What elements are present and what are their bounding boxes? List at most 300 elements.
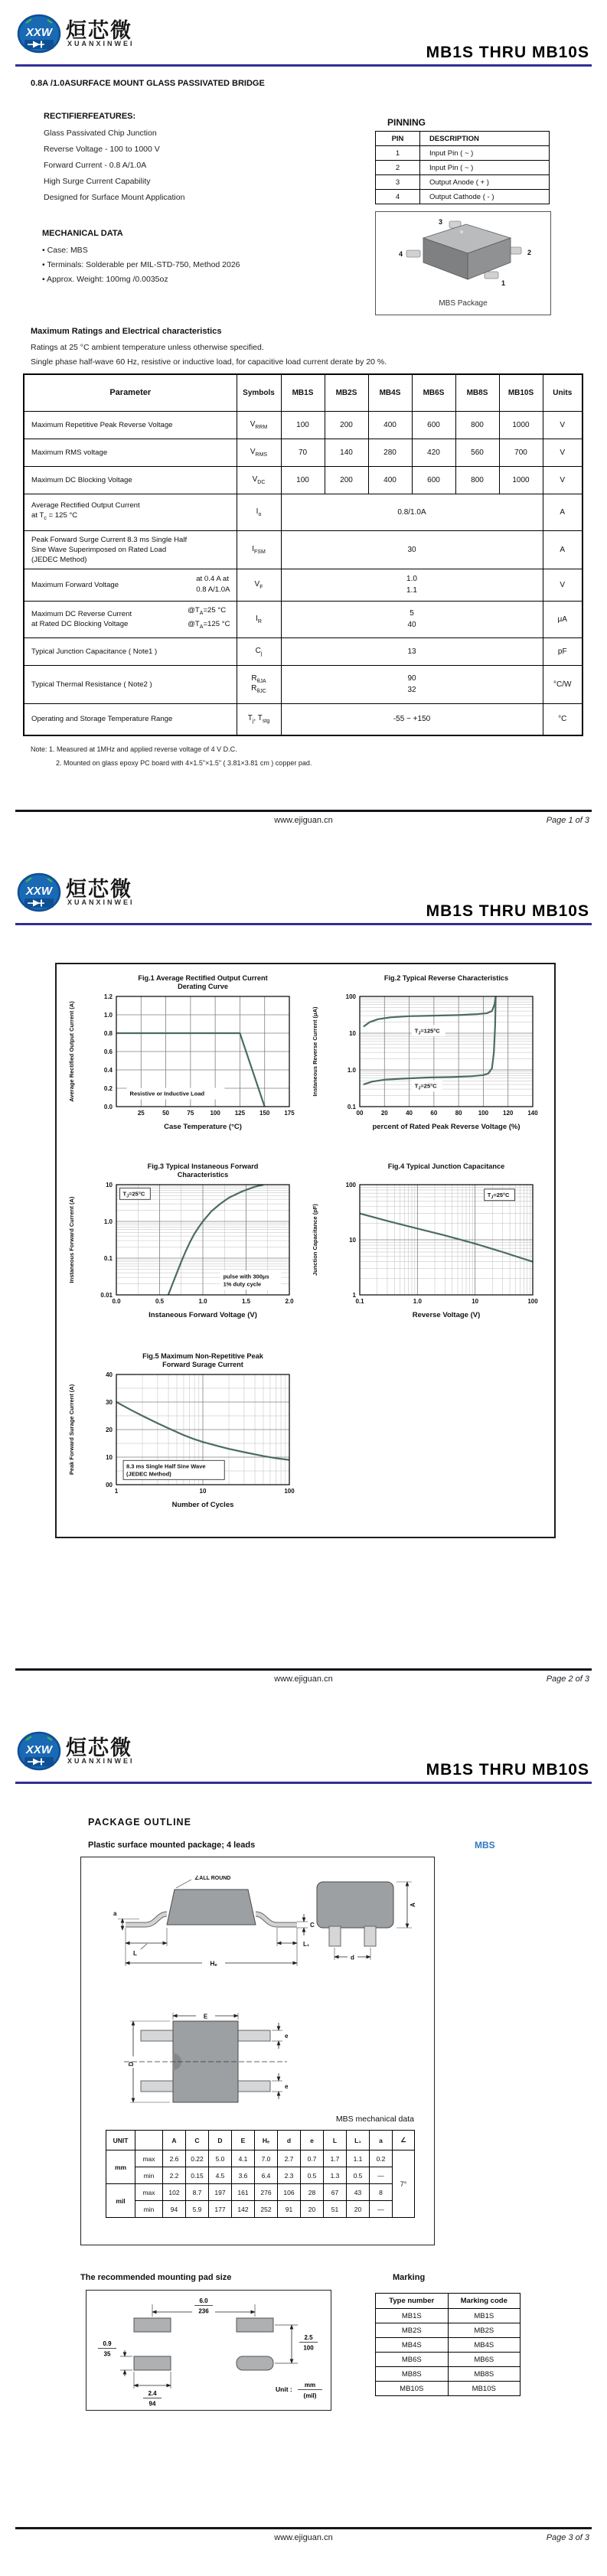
pin1-label: 1 (501, 279, 506, 287)
svg-text:25: 25 (137, 1110, 145, 1117)
mech-header: E (232, 2131, 255, 2150)
mech-value-cell: 252 (255, 2201, 278, 2218)
mech-value-cell: 0.5 (301, 2167, 324, 2184)
package-image-box (375, 211, 551, 315)
footer-website: www.ejiguan.cn (274, 2533, 333, 2542)
svg-text:0.8: 0.8 (103, 1030, 113, 1037)
fig4-junction-capacitance-chart (308, 1159, 543, 1339)
brand-name-cn: 烜芯微 (66, 878, 132, 901)
mech-value-cell: 0.2 (370, 2150, 393, 2167)
mechanical-data-title: MECHANICAL DATA (42, 229, 123, 238)
brand-logo-icon (17, 14, 64, 57)
svg-text:0.01: 0.01 (100, 1292, 113, 1299)
value-cell: 400 (368, 411, 412, 439)
dim-c-label: C (310, 1922, 315, 1929)
page-3 (0, 1717, 607, 2576)
svg-text:150: 150 (259, 1110, 270, 1117)
svg-text:80: 80 (455, 1110, 462, 1117)
svg-text:40: 40 (406, 1110, 413, 1117)
mech-angle-cell: 7° (393, 2150, 415, 2218)
mech-value-cell: 3.6 (232, 2167, 255, 2184)
symbol-cell: $V_{RRM}$ (237, 411, 281, 439)
svg-text:1.0: 1.0 (413, 1298, 422, 1305)
svg-text:100: 100 (478, 1110, 489, 1117)
svg-text:0.1: 0.1 (347, 1104, 356, 1110)
package-end-view-drawing (311, 1874, 418, 1978)
unit-cell: °C/W (543, 665, 583, 703)
mech-header: L₁ (347, 2131, 370, 2150)
mounting-pad-drawing (86, 2291, 330, 2409)
mech-item: • Approx. Weight: 100mg /0.0035oz (42, 275, 168, 284)
footer-rule (15, 810, 592, 812)
svg-text:100: 100 (210, 1110, 220, 1117)
svg-text:1: 1 (352, 1292, 356, 1299)
svg-text:20: 20 (106, 1427, 113, 1433)
svg-text:40: 40 (106, 1371, 113, 1378)
mech-value-cell: 51 (324, 2201, 347, 2218)
unit-cell: A (543, 530, 583, 569)
svg-text:pulse with 300μs: pulse with 300μs (223, 1273, 269, 1280)
package-top-view-drawing (119, 2009, 292, 2116)
svg-text:1.0: 1.0 (198, 1298, 207, 1305)
value-cell: 800 (455, 411, 499, 439)
outline-drawing-box (80, 1857, 435, 2245)
marking-cell: MB10S (448, 2382, 521, 2396)
pin-description-cell: Input Pin ( ~ ) (420, 161, 550, 175)
dim-hleft-mil: 35 (103, 2350, 111, 2358)
svg-text:1% duty cycle: 1% duty cycle (223, 1280, 262, 1288)
svg-text:Derating Curve: Derating Curve (178, 983, 228, 990)
svg-text:8.3 ms Single Half Sine Wave: 8.3 ms Single Half Sine Wave (126, 1462, 206, 1470)
value-cell: 1000 (499, 466, 543, 494)
brand-name-cn: 烜芯微 (66, 1736, 132, 1759)
value-cell: 90 32 (281, 665, 543, 703)
dim-D-label: D (128, 2062, 135, 2066)
dim-l1-label: L₁ (303, 1941, 310, 1948)
ratings-header: Parameter (24, 374, 237, 411)
mech-value-cell: 20 (347, 2201, 370, 2218)
fig5-surge-current-chart (64, 1348, 300, 1529)
mech-value-cell: 1.7 (324, 2150, 347, 2167)
part-number-title: MB1S THRU MB10S (426, 44, 589, 61)
ratings-header: MB1S (281, 374, 325, 411)
logo-mark: XXW (25, 885, 53, 898)
svg-text:10: 10 (199, 1488, 207, 1495)
value-cell: 560 (455, 439, 499, 466)
mech-value-cell: 20 (301, 2201, 324, 2218)
svg-text:2.0: 2.0 (285, 1298, 294, 1305)
svg-text:TJ=125°C: $T_J=125^\circ C$ (414, 1027, 440, 1036)
svg-text:60: 60 (430, 1110, 438, 1117)
fig2-reverse-characteristics-chart (308, 970, 543, 1151)
svg-text:Characteristics: Characteristics (177, 1171, 229, 1179)
dim-htop-mil: 236 (198, 2307, 209, 2315)
svg-text:30: 30 (106, 1399, 113, 1406)
marking-cell: MB10S (376, 2382, 449, 2396)
svg-text:1.2: 1.2 (103, 993, 113, 1000)
pinning-title: PINNING (387, 117, 426, 128)
pinning-table (375, 131, 550, 204)
mech-value-cell: 5.9 (186, 2201, 209, 2218)
mech-value-cell: 8.7 (186, 2184, 209, 2201)
footer-website: www.ejiguan.cn (274, 1674, 333, 1684)
dim-e1-label: e (285, 2033, 289, 2040)
svg-text:Instaneous Forward Current (A): Instaneous Forward Current (A) (68, 1196, 75, 1283)
mechanical-data-list (42, 243, 240, 287)
svg-text:0.4: 0.4 (103, 1067, 113, 1074)
mech-value-cell: 0.5 (347, 2167, 370, 2184)
header-rule (15, 923, 592, 925)
value-cell: 70 (281, 439, 325, 466)
svg-text:1.0: 1.0 (103, 1218, 113, 1225)
marking-cell: MB6S (448, 2353, 521, 2367)
svg-text:10: 10 (106, 1454, 113, 1461)
value-cell: 280 (368, 439, 412, 466)
logo-mark: XXW (25, 1743, 53, 1756)
mech-value-cell: 2.3 (278, 2167, 301, 2184)
value-cell: 140 (325, 439, 368, 466)
dim-vright-mm: 2.5 (304, 2334, 313, 2341)
mech-value-cell: 2.2 (163, 2167, 186, 2184)
mech-header: ∠ (393, 2131, 415, 2150)
features-list (44, 126, 184, 206)
value-cell: -55 ~ +150 (281, 703, 543, 735)
dim-a-label: a (113, 1910, 117, 1917)
ratings-header: MB6S (412, 374, 455, 411)
marking-cell: MB4S (376, 2338, 449, 2353)
marking-cell: MB8S (448, 2367, 521, 2382)
mech-unit-cell: mil (106, 2184, 135, 2218)
pin-description-cell: Output Cathode ( - ) (420, 190, 550, 204)
marking-cell: MB1S (448, 2309, 521, 2323)
svg-text:Junction Capacitance (pF): Junction Capacitance (pF) (312, 1204, 318, 1276)
mech-value-cell: 6.4 (255, 2167, 278, 2184)
svg-text:Fig.5 Maximum Non-Repetitive: Fig.5 Maximum Non-Repetitive Peak (142, 1352, 263, 1360)
package-outline-title: PACKAGE OUTLINE (88, 1817, 191, 1828)
mech-header: Hₑ (255, 2131, 278, 2150)
unit-cell: μA (543, 601, 583, 637)
dim-vright-mil: 100 (303, 2344, 314, 2352)
header-rule (15, 1782, 592, 1784)
mech-header: C (186, 2131, 209, 2150)
pin-number-cell: 2 (376, 161, 420, 175)
unit-cell: V (543, 569, 583, 601)
svg-text:10: 10 (349, 1237, 356, 1244)
feature-item: High Surge Current Capability (44, 177, 151, 186)
footer-website: www.ejiguan.cn (274, 816, 333, 825)
dim-wbottom-mm: 2.4 (148, 2390, 157, 2397)
marking-cell: MB1S (376, 2309, 449, 2323)
header-rule (15, 64, 592, 67)
pin3-label: 3 (439, 218, 443, 226)
value-cell: 420 (412, 439, 455, 466)
pad-unit-mil: (mil) (303, 2392, 317, 2399)
svg-text:Case Temperature (°C): Case Temperature (°C) (164, 1123, 242, 1131)
ratings-header: MB2S (325, 374, 368, 411)
parameter-cell: Maximum DC Reverse Current at Rated DC Blocking Voltage $@T_A=25$ °C $@T_A=125$ °C (24, 601, 237, 637)
brand-logo-icon (17, 872, 64, 915)
svg-text:Number of Cycles: Number of Cycles (171, 1501, 234, 1509)
value-cell: 0.8/1.0A (281, 494, 543, 530)
mech-value-cell: min (135, 2201, 163, 2218)
package-caption: MBS Package (439, 299, 488, 308)
mech-header: A (163, 2131, 186, 2150)
svg-text:Fig.2 Typical Reverse Charact: Fig.2 Typical Reverse Characteristics (383, 974, 509, 982)
mech-value-cell: 91 (278, 2201, 301, 2218)
value-cell: 13 (281, 637, 543, 665)
dim-l-label: L (133, 1950, 137, 1957)
part-number-title: MB1S THRU MB10S (426, 1761, 589, 1779)
fig1-derating-chart (64, 970, 300, 1151)
mech-value-cell: 161 (232, 2184, 255, 2201)
mech-unit-cell: mm (106, 2150, 135, 2184)
symbol-cell: $T_j$, $T_{stg}$ (237, 703, 281, 735)
ratings-header: MB8S (455, 374, 499, 411)
page-2 (0, 859, 607, 1717)
marking-title: Marking (393, 2273, 426, 2282)
footer-rule (15, 2527, 592, 2529)
mech-header (135, 2131, 163, 2150)
mounting-pad-title: The recommended mounting pad size (80, 2273, 232, 2282)
value-cell: 30 (281, 530, 543, 569)
pinning-header: PIN (376, 132, 420, 146)
svg-text:percent of Rated Peak Reverse: percent of Rated Peak Reverse Voltage (%) (372, 1123, 521, 1131)
parameter-cell: Maximum Forward Voltage at 0.4 A at 0.8 A/1.0A (24, 569, 237, 601)
marking-header: Type number (376, 2294, 449, 2309)
unit-cell: °C (543, 703, 583, 735)
marking-table (375, 2293, 521, 2396)
mech-value-cell: 5.0 (209, 2150, 232, 2167)
mech-item: • Terminals: Solderable per MIL-STD-750, Method 2026 (42, 260, 240, 269)
mech-header: a (370, 2131, 393, 2150)
dim-d-label: d (351, 1954, 354, 1961)
ratings-header: Units (543, 374, 583, 411)
unit-cell: A (543, 494, 583, 530)
note-1: Note: 1. Measured at 1MHz and applied reverse voltage of 4 V D.C. (31, 745, 237, 753)
ratings-title: Maximum Ratings and Electrical characteristics (31, 327, 222, 336)
mech-value-cell: min (135, 2167, 163, 2184)
svg-text:20: 20 (380, 1110, 388, 1117)
mech-value-cell: 2.7 (278, 2150, 301, 2167)
mounting-pad-box (86, 2290, 331, 2411)
dim-allround-label: ∠ALL ROUND (194, 1876, 231, 1881)
mech-value-cell: 1.3 (324, 2167, 347, 2184)
dim-hleft-mm: 0.9 (103, 2340, 112, 2347)
value-cell: 200 (325, 411, 368, 439)
brand-name-en: XUANXINWEI (67, 1757, 135, 1765)
svg-text:50: 50 (162, 1110, 170, 1117)
dim-E-label: E (203, 2013, 208, 2020)
svg-text:Instaneous Reverse Current (μA: Instaneous Reverse Current (μA) (312, 1006, 318, 1097)
mech-value-cell: 102 (163, 2184, 186, 2201)
dim-htop-mm: 6.0 (199, 2297, 208, 2304)
svg-text:75: 75 (187, 1110, 194, 1117)
brand-logo-icon (17, 1731, 64, 1774)
ratings-subtitle-2: Single phase half-wave 60 Hz, resistive or inductive load, for capacitive load current derate by 20 %. (31, 357, 387, 367)
svg-text:00: 00 (356, 1110, 364, 1117)
pin-number-cell: 1 (376, 146, 420, 161)
svg-text:TJ=25°C: $T_J=25^\circ C$ (414, 1082, 437, 1091)
marking-header: Marking code (448, 2294, 521, 2309)
ratings-header: MB10S (499, 374, 543, 411)
feature-item: Reverse Voltage - 100 to 1000 V (44, 145, 160, 154)
mech-value-cell: 94 (163, 2201, 186, 2218)
brand-name-cn: 烜芯微 (66, 19, 132, 42)
mech-value-cell: — (370, 2201, 393, 2218)
mech-value-cell: max (135, 2150, 163, 2167)
svg-text:Peak Forward Surage Current (A: Peak Forward Surage Current (A) (68, 1384, 75, 1475)
svg-text:0.1: 0.1 (355, 1298, 364, 1305)
dim-e2-label: e (285, 2083, 289, 2090)
svg-text:140: 140 (527, 1110, 538, 1117)
mech-value-cell: 2.6 (163, 2150, 186, 2167)
dim-wbottom-mil: 94 (148, 2400, 156, 2408)
feature-item: Glass Passivated Chip Junction (44, 129, 157, 138)
feature-item: Forward Current - 0.8 A/1.0A (44, 161, 147, 170)
svg-text:10: 10 (472, 1298, 479, 1305)
parameter-cell: Maximum Repetitive Peak Reverse Voltage (24, 411, 237, 439)
svg-text:Average Rectified Output Curre: Average Rectified Output Current (A) (68, 1001, 75, 1102)
svg-text:Instaneous Forward Voltage (V): Instaneous Forward Voltage (V) (148, 1311, 257, 1319)
unit-cell: V (543, 466, 583, 494)
mech-value-cell: 28 (301, 2184, 324, 2201)
value-cell: 1.0 1.1 (281, 569, 543, 601)
value-cell: 400 (368, 466, 412, 494)
svg-text:10: 10 (349, 1030, 356, 1037)
svg-text:0.0: 0.0 (103, 1104, 113, 1110)
features-title: RECTIFIERFEATURES: (44, 112, 136, 121)
svg-text:175: 175 (284, 1110, 295, 1117)
value-cell: 1000 (499, 411, 543, 439)
mech-data-caption: MBS mechanical data (335, 2115, 414, 2124)
mech-value-cell: 177 (209, 2201, 232, 2218)
symbol-cell: $I_R$ (237, 601, 281, 637)
ratings-header: MB4S (368, 374, 412, 411)
fig3-forward-characteristics-chart (64, 1159, 300, 1339)
mech-value-cell: max (135, 2184, 163, 2201)
mech-value-cell: 276 (255, 2184, 278, 2201)
mech-value-cell: 4.1 (232, 2150, 255, 2167)
ratings-subtitle-1: Ratings at 25 °C ambient temperature unless otherwise specified. (31, 343, 264, 352)
svg-text:(JEDEC Method): (JEDEC Method) (126, 1470, 171, 1478)
footer-rule (15, 1668, 592, 1671)
symbol-cell: $V_{DC}$ (237, 466, 281, 494)
value-cell: 5 40 (281, 601, 543, 637)
mbs-badge: MBS (475, 1840, 495, 1850)
value-cell: 100 (281, 466, 325, 494)
mech-header: d (278, 2131, 301, 2150)
pin-number-cell: 3 (376, 175, 420, 190)
pin-description-cell: Output Anode ( + ) (420, 175, 550, 190)
svg-text:Fig.3 Typical Instaneous Forw: Fig.3 Typical Instaneous Forward (147, 1162, 259, 1170)
product-headline: 0.8A /1.0ASURFACE MOUNT GLASS PASSIVATED BRIDGE (31, 79, 265, 88)
pad-unit-mm: mm (304, 2382, 316, 2389)
parameter-cell: Average Rectified Output Current at $T_c = 125$ °C (24, 494, 237, 530)
mech-value-cell: 142 (232, 2201, 255, 2218)
parameter-cell: Typical Junction Capacitance ( Note1 ) (24, 637, 237, 665)
svg-text:0.1: 0.1 (103, 1255, 113, 1262)
svg-text:0.5: 0.5 (155, 1298, 165, 1305)
svg-text:1.5: 1.5 (241, 1298, 251, 1305)
ratings-table (23, 373, 583, 736)
svg-text:Fig.4 Typical Junction Capaci: Fig.4 Typical Junction Capacitance (387, 1162, 505, 1170)
mech-value-cell: 0.15 (186, 2167, 209, 2184)
mech-value-cell: 0.7 (301, 2150, 324, 2167)
svg-text:Forward Surage Current: Forward Surage Current (162, 1361, 243, 1368)
parameter-cell: Operating and Storage Temperature Range (24, 703, 237, 735)
symbol-cell: $C_j$ (237, 637, 281, 665)
logo-mark: XXW (25, 26, 53, 39)
value-cell: 600 (412, 411, 455, 439)
svg-text:1: 1 (114, 1488, 119, 1495)
dim-A-label: A (410, 1903, 416, 1907)
feature-item: Designed for Surface Mount Application (44, 193, 185, 202)
value-cell: 600 (412, 466, 455, 494)
marking-cell: MB2S (448, 2323, 521, 2338)
mech-value-cell: 197 (209, 2184, 232, 2201)
mech-value-cell: 8 (370, 2184, 393, 2201)
svg-text:100: 100 (284, 1488, 295, 1495)
value-cell: 200 (325, 466, 368, 494)
mech-value-cell: — (370, 2167, 393, 2184)
footer-page-number: Page 1 of 3 (546, 816, 589, 825)
package-outline-subtitle: Plastic surface mounted package; 4 leads (88, 1841, 256, 1850)
parameter-cell: Maximum DC Blocking Voltage (24, 466, 237, 494)
mech-value-cell: 7.0 (255, 2150, 278, 2167)
mech-value-cell: 1.1 (347, 2150, 370, 2167)
marking-cell: MB6S (376, 2353, 449, 2367)
svg-text:10: 10 (106, 1182, 113, 1189)
svg-text:1.0: 1.0 (347, 1067, 356, 1074)
page-1 (0, 0, 607, 859)
mech-item: • Case: MBS (42, 246, 88, 255)
value-cell: 700 (499, 439, 543, 466)
symbol-cell: $I_o$ (237, 494, 281, 530)
svg-text:Resistive or Inductive Load: Resistive or Inductive Load (129, 1090, 205, 1097)
svg-text:100: 100 (527, 1298, 538, 1305)
mech-header: e (301, 2131, 324, 2150)
note-2: 2. Mounted on glass epoxy PC board with 4×1.5"×1.5" ( 3.81×3.81 cm ) copper pad. (56, 759, 312, 767)
marking-cell: MB4S (448, 2338, 521, 2353)
pin-description-cell: Input Pin ( ~ ) (420, 146, 550, 161)
pad-unit-label: Unit : (276, 2385, 292, 2393)
symbol-cell: $V_F$ (237, 569, 281, 601)
mech-header: UNIT (106, 2131, 135, 2150)
svg-text:120: 120 (503, 1110, 514, 1117)
svg-text:1.0: 1.0 (103, 1012, 113, 1019)
ratings-header: Symbols (237, 374, 281, 411)
mech-value-cell: 67 (324, 2184, 347, 2201)
pin4-label: 4 (399, 250, 403, 258)
parameter-cell: Peak Forward Surge Current 8.3 ms Single Half Sine Wave Superimposed on Rated Load (JEDEC Method) (24, 530, 237, 569)
pin-number-cell: 4 (376, 190, 420, 204)
parameter-cell: Maximum RMS voltage (24, 439, 237, 466)
mech-header: D (209, 2131, 232, 2150)
svg-text:100: 100 (345, 993, 356, 1000)
dim-he-label: Hₑ (210, 1959, 217, 1968)
svg-text:TJ=25°C: $T_J=25^\circ C$ (487, 1191, 510, 1200)
symbol-cell: $R_{\theta JA}$ $R_{\theta JC}$ (237, 665, 281, 703)
symbol-cell: $V_{RMS}$ (237, 439, 281, 466)
svg-text:TJ=25°C: $T_J=25^\circ C$ (122, 1190, 145, 1199)
part-number-title: MB1S THRU MB10S (426, 902, 589, 920)
svg-text:0.6: 0.6 (103, 1048, 113, 1055)
footer-page-number: Page 2 of 3 (546, 1674, 589, 1684)
mech-value-cell: 43 (347, 2184, 370, 2201)
marking-cell: MB2S (376, 2323, 449, 2338)
parameter-cell: Typical Thermal Resistance ( Note2 ) (24, 665, 237, 703)
brand-name-en: XUANXINWEI (67, 898, 135, 906)
